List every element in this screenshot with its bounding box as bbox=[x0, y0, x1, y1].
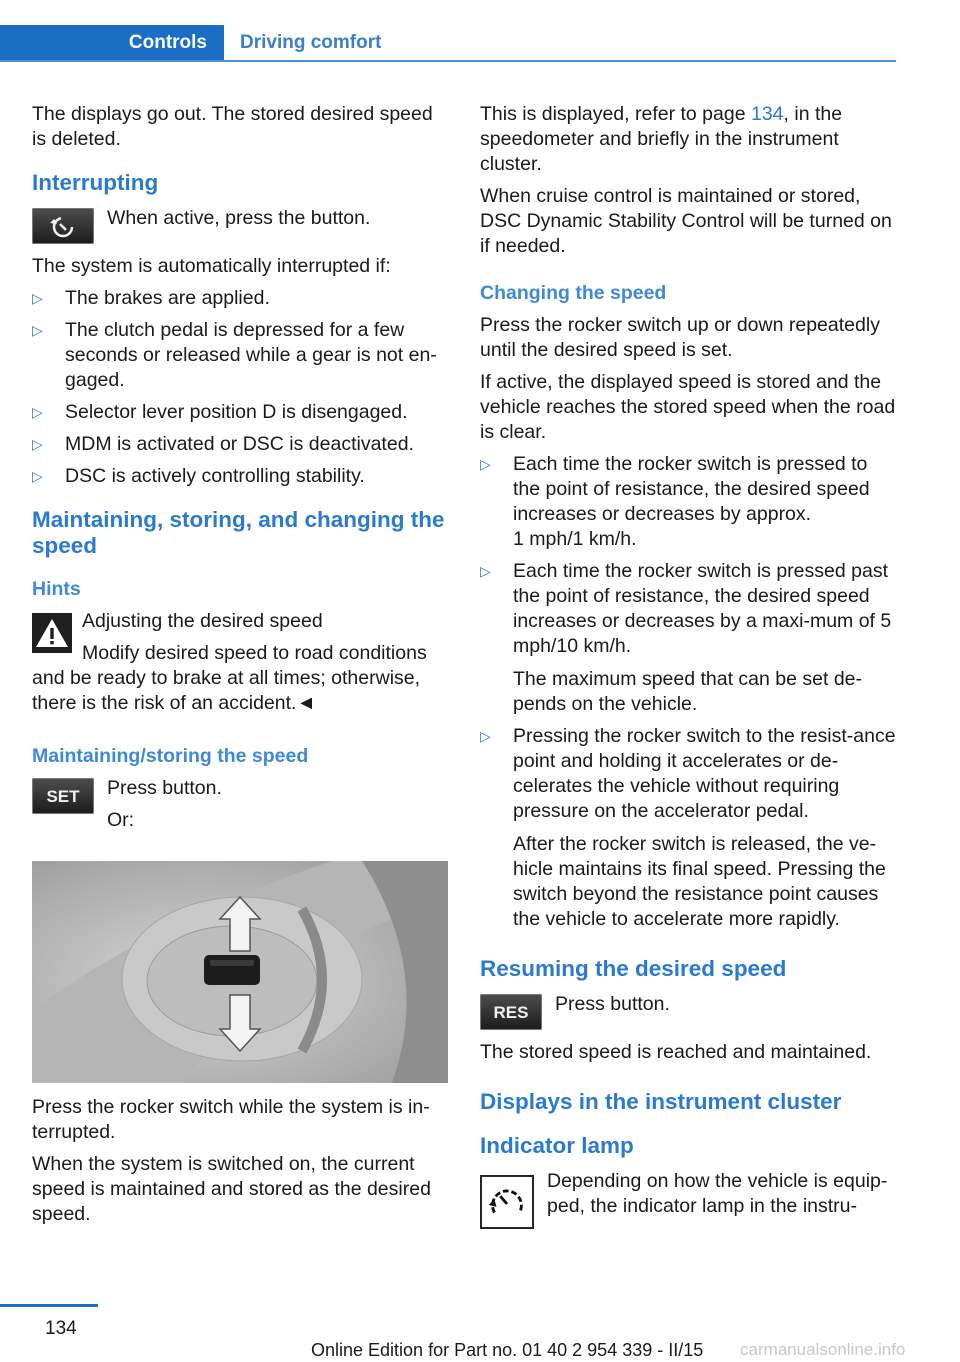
watermark: carmanualsonline.info bbox=[740, 1340, 906, 1359]
heading-hints: Hints bbox=[32, 578, 81, 600]
heading-interrupting: Interrupting bbox=[32, 170, 159, 195]
triangle-bullet-icon: ▷ bbox=[32, 290, 43, 306]
triangle-bullet-icon: ▷ bbox=[32, 322, 43, 338]
heading-changing-speed: Changing the speed bbox=[480, 282, 667, 304]
set-button-icon: SET bbox=[32, 778, 94, 814]
interrupt-row bbox=[32, 206, 450, 244]
auto-interrupt-text: The system is automatically interrupted if: bbox=[32, 255, 391, 277]
displayed-text: This is displayed, refer to page 134, in the speedometer and briefly in the instrument cluster. bbox=[480, 103, 843, 175]
list-item: ▷ Each time the rocker switch is pressed to the point of resistance, the desired speed increases or decreases by approx. 1 mph/1 km/h. bbox=[480, 453, 870, 550]
set-row bbox=[32, 776, 450, 833]
changing-speed-list bbox=[480, 452, 898, 932]
header-divider bbox=[0, 60, 896, 62]
if-active-text: If active, the displayed speed is stored and the vehicle reaches the stored speed when the road is clear. bbox=[480, 371, 896, 443]
heading-indicator-lamp: Indicator lamp bbox=[480, 1133, 634, 1158]
list-item: ▷ Selector lever position D is disengaged. bbox=[32, 401, 408, 423]
heading-displays: Displays in the instrument cluster bbox=[480, 1089, 842, 1114]
tab-controls[interactable]: Controls bbox=[0, 25, 224, 61]
triangle-bullet-icon: ▷ bbox=[32, 404, 43, 420]
triangle-bullet-icon: ▷ bbox=[32, 468, 43, 484]
cruise-interrupt-button-icon bbox=[32, 208, 94, 244]
heading-maintaining: Maintaining, storing, and changing the speed bbox=[32, 507, 445, 558]
page-number: 134 bbox=[45, 1318, 77, 1339]
page-link[interactable]: 134 bbox=[750, 103, 784, 125]
switched-on-text: When the system is switched on, the current speed is maintained and stored as the desired speed. bbox=[32, 1153, 431, 1225]
warning-triangle-icon bbox=[32, 613, 72, 653]
footer-divider bbox=[0, 1304, 98, 1307]
interrupt-conditions-list bbox=[32, 286, 450, 489]
indicator-lamp-text: Depending on how the vehicle is equip‐ped, the indicator lamp in the instru‐ bbox=[547, 1170, 888, 1217]
tab-driving-comfort[interactable]: Driving comfort bbox=[240, 32, 382, 53]
list-item: ▷ Each time the rocker switch is pressed past the point of resistance, the desired speed increases or decreases by a maxi‐mum of 5 mph/10 km/h. The maximum speed that can be set de‐pends on the vehicle. bbox=[480, 559, 898, 717]
right-column bbox=[480, 102, 898, 1229]
or-text: Or: bbox=[107, 809, 135, 831]
indicator-lamp-row bbox=[480, 1169, 898, 1229]
triangle-bullet-icon: ▷ bbox=[480, 563, 491, 579]
page-header bbox=[0, 0, 896, 62]
dsc-text: When cruise control is maintained or stored, DSC Dynamic Stability Control will be turned on if needed. bbox=[480, 185, 892, 257]
left-column bbox=[32, 102, 450, 1234]
heading-maintaining-storing: Maintaining/storing the speed bbox=[32, 745, 309, 767]
heading-resuming: Resuming the desired speed bbox=[480, 956, 787, 981]
reached-text: The stored speed is reached and maintained. bbox=[480, 1041, 872, 1063]
triangle-bullet-icon: ▷ bbox=[32, 436, 43, 452]
press-button-text: Press button. bbox=[107, 777, 222, 799]
after-release-note: After the rocker switch is released, the ve‐hicle maintains its final speed. Pressing the switch beyond the resistance point causes the vehicle to accelerate more rapidly. bbox=[513, 833, 886, 930]
warning-title: Adjusting the desired speed bbox=[82, 610, 323, 632]
edition-text: Online Edition for Part no. 01 40 2 954 339 - II/15 bbox=[311, 1340, 704, 1360]
interrupt-text: When active, press the button. bbox=[107, 207, 371, 229]
rocker-text: Press the rocker switch while the system is in‐terrupted. bbox=[32, 1096, 430, 1143]
list-item: ▷ DSC is actively controlling stability. bbox=[32, 465, 365, 487]
list-item: ▷ The brakes are applied. bbox=[32, 287, 270, 309]
list-item: ▷ MDM is activated or DSC is deactivated. bbox=[32, 433, 414, 455]
rocker-switch-illustration bbox=[32, 861, 448, 1083]
press-rocker-text: Press the rocker switch up or down repeatedly until the desired speed is set. bbox=[480, 314, 880, 361]
triangle-bullet-icon: ▷ bbox=[480, 456, 491, 472]
triangle-bullet-icon: ▷ bbox=[480, 728, 491, 744]
displays-out-text: The displays go out. The stored desired speed is deleted. bbox=[32, 103, 433, 150]
res-button-icon: RES bbox=[480, 994, 542, 1030]
res-row bbox=[480, 992, 898, 1030]
cruise-control-lamp-icon bbox=[480, 1175, 534, 1229]
max-speed-note: The maximum speed that can be set de‐pends on the vehicle. bbox=[513, 668, 863, 715]
resume-press-text: Press button. bbox=[555, 993, 670, 1015]
list-item: ▷ The clutch pedal is depressed for a few seconds or released while a gear is not en‐gaged. bbox=[32, 319, 437, 391]
list-item: ▷ Pressing the rocker switch to the resist‐ance point and holding it accelerates or de‐celerates the vehicle without requiring pressure on the accelerator pedal. After the rocker switch is released, the ve‐hicle maintains its final speed. Pressing the switch beyond the resistance point causes the vehicle to accelerate more rapidly. bbox=[480, 724, 898, 932]
warning-text: Modify desired speed to road conditions and be ready to brake at all times; otherwise, there is the risk of an accident.◄ bbox=[32, 642, 427, 714]
warning-block bbox=[32, 609, 450, 716]
